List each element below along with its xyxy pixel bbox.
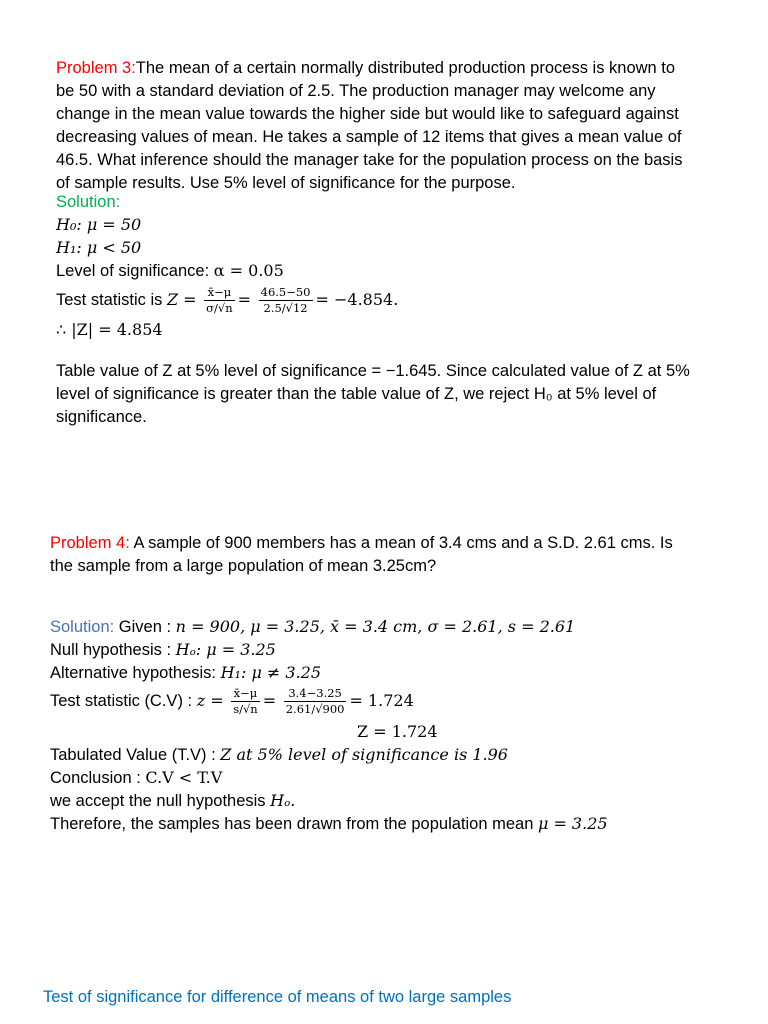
problem-4-therefore: Therefore, the samples has been drawn from the population mean μ = 3.25 — [50, 814, 608, 833]
formula-fraction: $\frac{x̄-\mu}{s/√n}$ — [233, 685, 258, 717]
problem-4-tabulated-value: Tabulated Value (T.V) : Z at 5% level of significance is 1.96 — [50, 745, 508, 764]
problem-4-given: Solution: Given : n = 900, μ = 3.25, x̄ = 3.4 cm, σ = 2.61, s = 2.61 — [50, 617, 576, 636]
problem-3-label: Problem 3: — [56, 59, 136, 77]
problem-4-test-statistic: Test statistic (C.V) : z = $\frac{x̄-\mu}{s/√n}$ = $\frac{3.4-3.25}{2.61/√900}$ = 1.724 — [50, 685, 414, 717]
problem-3-alt-hypothesis: H₁: μ < 50 — [56, 238, 142, 257]
problem-3-conclusion-line-3: significance. — [56, 408, 147, 426]
problem-3-test-statistic: Test statistic is Z = $\frac{x̄-\mu}{\sigma/√n}$ = $\frac{46.5-50}{2.5/√12}$ = −4.854. — [56, 284, 399, 316]
problem-3-line-5: 46.5. What inference should the manager take for the population process on the basis — [56, 151, 683, 169]
problem-3-solution-label: Solution: — [56, 193, 121, 211]
problem-4-solution-label: Solution: — [50, 618, 115, 636]
problem-4-null-hypothesis: Null hypothesis : Hₒ: μ = 3.25 — [50, 640, 276, 659]
problem-3-null-hypothesis: H₀: μ = 50 — [56, 215, 142, 234]
problem-4-label: Problem 4: — [50, 534, 130, 552]
numeric-fraction: $\frac{46.5-50}{2.5/√12}$ — [260, 284, 311, 316]
problem-3-conclusion-line-1: Table value of Z at 5% level of significance = −1.645. Since calculated value of Z at 5% — [56, 362, 690, 380]
problem-3-line-1: Problem 3:The mean of a certain normally distributed production process is known to — [56, 59, 676, 77]
problem-4-alt-hypothesis: Alternative hypothesis: H₁: μ ≠ 3.25 — [50, 663, 322, 682]
problem-3-conclusion-line-2: level of significance is greater than the table value of Z, we reject H₀ at 5% level of — [56, 385, 657, 403]
problem-4-line-1: Problem 4: A sample of 900 members has a mean of 3.4 cms and a S.D. 2.61 cms. Is — [50, 534, 673, 552]
next-section-heading: Test of significance for difference of means of two large samples — [43, 988, 512, 1006]
problem-3-absolute-z: ∴ |Z| = 4.854 — [56, 320, 163, 339]
problem-4-line-2: the sample from a large population of mean 3.25cm? — [50, 557, 437, 575]
problem-3-line-6: of sample results. Use 5% level of significance for the purpose. — [56, 174, 516, 192]
numeric-fraction: $\frac{3.4-3.25}{2.61/√900}$ — [285, 685, 345, 717]
problem-3-line-3: change in the mean value towards the higher side but would like to safeguard against — [56, 105, 679, 123]
formula-fraction: $\frac{x̄-\mu}{\sigma/√n}$ — [206, 284, 233, 316]
problem-4-conclusion: Conclusion : C.V < T.V — [50, 768, 223, 787]
problem-3-line-4: decreasing values of mean. He takes a sample of 12 items that gives a mean value of — [56, 128, 682, 146]
problem-3-level-of-significance: Level of significance: α = 0.05 — [56, 261, 284, 280]
problem-3-line-2: be 50 with a standard deviation of 2.5. The production manager may welcome any — [56, 82, 656, 100]
problem-4-z-value: Z = 1.724 — [357, 722, 438, 741]
problem-4-accept: we accept the null hypothesis Hₒ. — [50, 791, 296, 810]
